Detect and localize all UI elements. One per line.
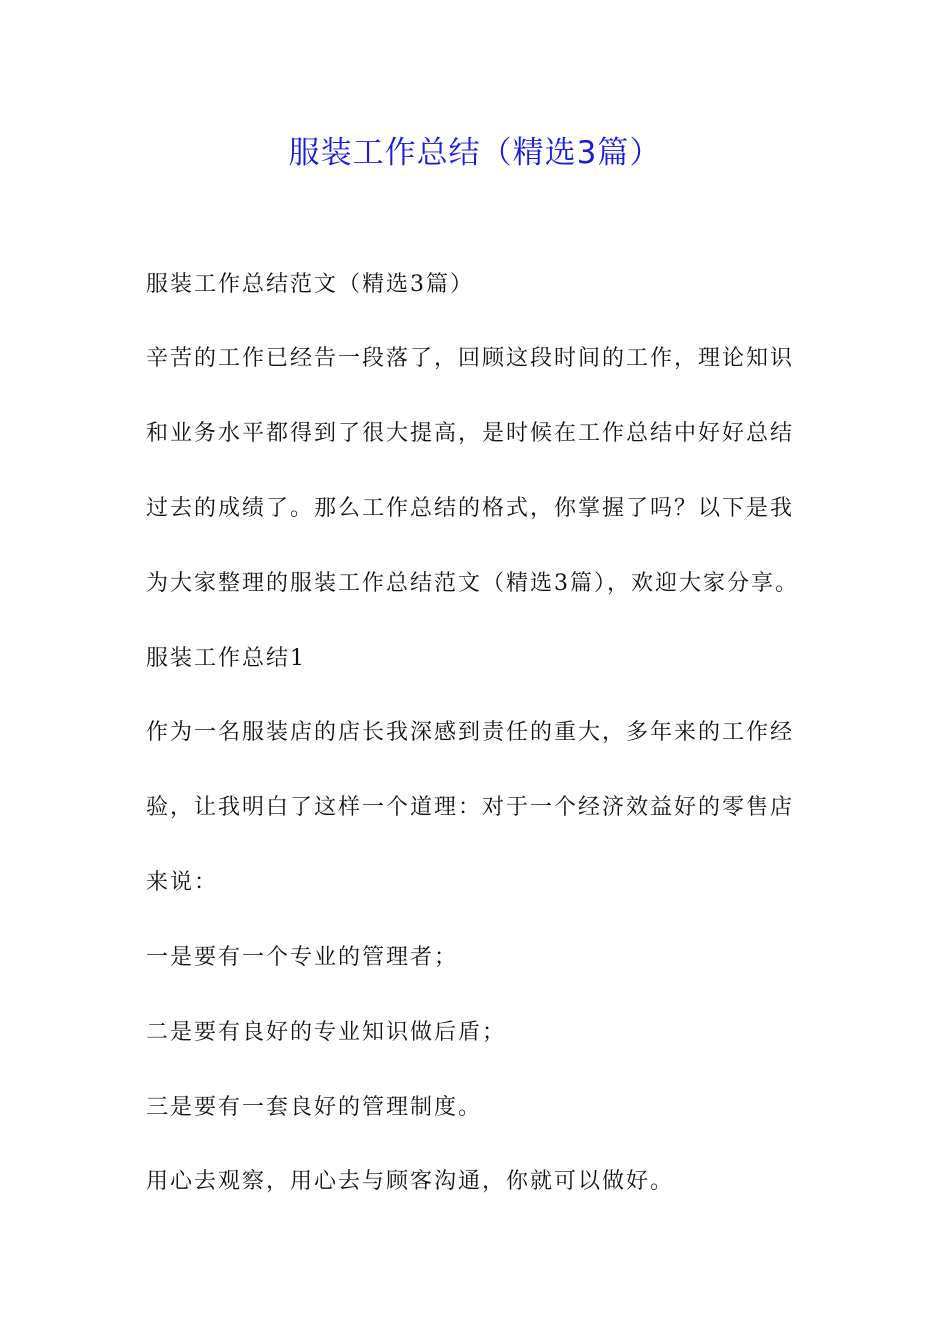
intro-line: 过去的成绩了。那么工作总结的格式，你掌握了吗？以下是我	[146, 496, 795, 521]
section1-heading: 服装工作总结1	[146, 646, 306, 671]
intro-line: 和业务水平都得到了很大提高，是时候在工作总结中好好总结	[146, 421, 795, 446]
section1-line: 验，让我明白了这样一个道理：对于一个经济效益好的零售店	[146, 795, 795, 820]
section1-line: 作为一名服装店的店长我深感到责任的重大，多年来的工作经	[146, 720, 795, 745]
closing-sentence: 用心去观察，用心去与顾客沟通，你就可以做好。	[146, 1169, 675, 1194]
intro-line: 辛苦的工作已经告一段落了，回顾这段时间的工作，理论知识	[146, 346, 795, 371]
section1-line: 来说：	[146, 870, 219, 895]
point-one: 一是要有一个专业的管理者；	[146, 945, 459, 970]
document-subtitle: 服装工作总结范文（精选3篇）	[146, 272, 474, 297]
document-title: 服装工作总结（精选3篇）	[288, 135, 662, 171]
intro-line: 为大家整理的服装工作总结范文（精选3篇），欢迎大家分享。	[146, 571, 799, 596]
point-two: 二是要有良好的专业知识做后盾；	[146, 1020, 507, 1045]
section1-paragraph	[146, 714, 810, 939]
point-three: 三是要有一套良好的管理制度。	[146, 1095, 483, 1120]
intro-paragraph	[146, 340, 810, 640]
